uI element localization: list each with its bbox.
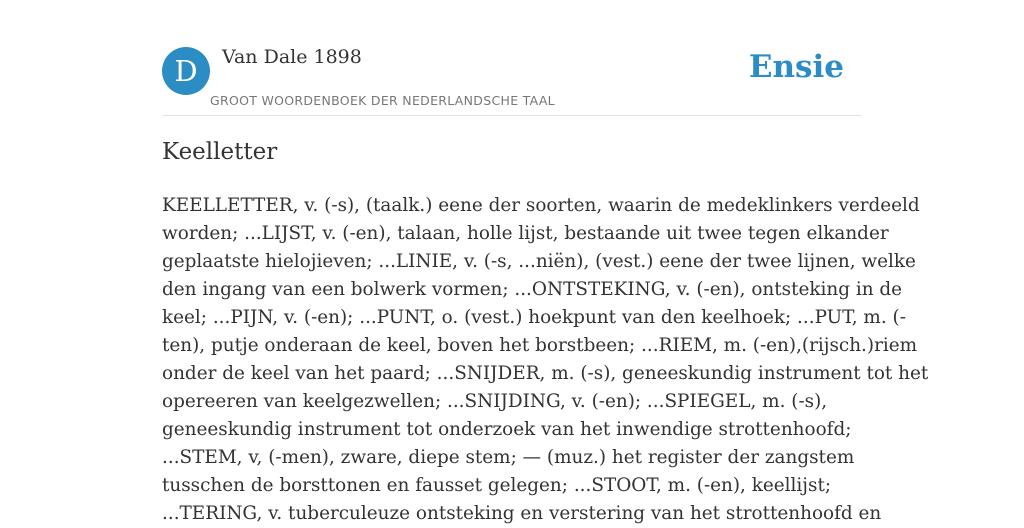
- entry-definition: [162, 192, 929, 528]
- definition-line: worden; ...LIJST, v. (-en), talaan, holle lijst, bestaande uit twee tegen elkander: [162, 223, 889, 244]
- definition-line: tusschen de borsttonen en fausset gelegen; ...STOOT, m. (-en), keellijst;: [162, 475, 832, 496]
- definition-line: ...TERING, v. tuberculeuze ontsteking en verstering van het strottenhoofd en: [162, 503, 882, 524]
- dictionary-subtitle: GROOT WOORDENBOEK DER NEDERLANDSCHE TAAL: [210, 93, 555, 108]
- dictionary-title[interactable]: Van Dale 1898: [222, 46, 362, 68]
- definition-line: ten), putje onderaan de keel, boven het borstbeen; ...RIEM, m. (-en),(rijsch.)riem: [162, 335, 918, 356]
- definition-line: opereeren van keelgezwellen; ...SNIJDING, v. (-en); ...SPIEGEL, m. (-s),: [162, 391, 828, 412]
- dictionary-logo[interactable]: D: [162, 47, 210, 95]
- entry-title: Keelletter: [162, 139, 278, 165]
- definition-line: geneeskundig instrument tot onderzoek van het inwendige strottenhoofd;: [162, 419, 852, 440]
- definition-line: den ingang van een bolwerk vormen; ...ONTSTEKING, v. (-en), ontsteking in de: [162, 279, 903, 300]
- header: [162, 46, 862, 116]
- definition-line: ...STEM, v, (-men), zware, diepe stem; — (muz.) het register der zangstem: [162, 447, 855, 468]
- definition-line: geplaatste hielojieven; ...LINIE, v. (-s, ...niën), (vest.) eene der twee lijnen, welke: [162, 251, 916, 272]
- definition-line: KEELLETTER, v. (-s), (taalk.) eene der soorten, waarin de medeklinkers verdeeld: [162, 195, 920, 216]
- definition-line: onder de keel van het paard; ...SNIJDER, m. (-s), geneeskundig instrument tot het: [162, 363, 929, 384]
- definition-line: keel; ...PIJN, v. (-en); ...PUNT, o. (vest.) hoekpunt van den keelhoek; ...PUT, m. (-: [162, 307, 906, 328]
- ensie-logo-link[interactable]: Ensie: [748, 49, 844, 85]
